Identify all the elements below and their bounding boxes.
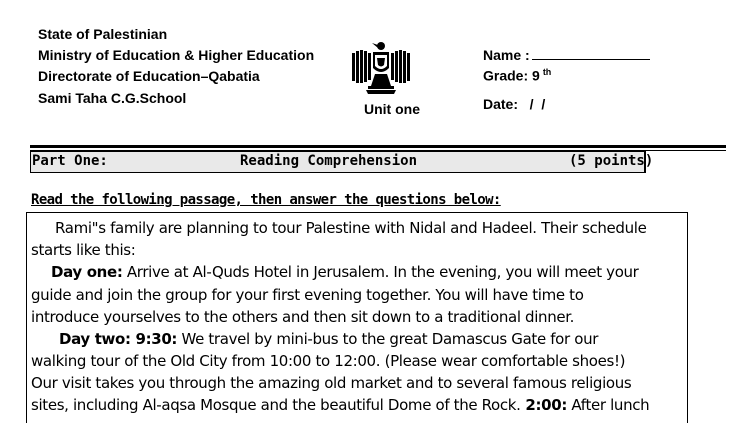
header-directorate: Directorate of Education–Qabatia — [38, 68, 260, 84]
grade-field — [483, 67, 551, 84]
header-school: Sami Taha C.G.School — [38, 90, 187, 106]
day-two-text: We travel by mini-bus to the great Damascus Gate for our — [177, 330, 599, 348]
passage-line-5: introduce yourselves to the others and then sit down to a traditional dinner. — [31, 308, 575, 326]
passage-line-7: walking tour of the Old City from 10:00 to 12:00. (Please wear comfortable shoes!) — [31, 352, 626, 370]
passage-line-1: Rami"s family are planning to tour Palestine with Nidal and Hadeel. Their schedule — [55, 219, 647, 237]
grade-label: Grade: 9 — [483, 67, 540, 84]
passage-line-8: Our visit takes you through the amazing old market and to several famous religious — [31, 374, 632, 392]
passage-box — [26, 212, 688, 423]
time-label: 2:00: — [520, 396, 567, 414]
header-divider-thick — [30, 145, 726, 148]
passage-line-9 — [31, 394, 649, 416]
palestine-eagle-emblem-icon — [348, 40, 414, 96]
passage-line-6 — [59, 328, 598, 350]
passage-line-4: guide and join the group for your first evening together. You will have time to — [31, 286, 584, 304]
day-one-text: Arrive at Al-Quds Hotel in Jerusalem. In the evening, you will meet your — [122, 263, 639, 281]
passage-line-2: starts like this: — [31, 241, 136, 259]
name-field — [483, 47, 650, 63]
day-one-label: Day one: — [51, 263, 123, 281]
part-title: Reading Comprehension — [240, 153, 418, 169]
date-field: Date: / / — [483, 96, 546, 112]
passage-line-9-start: sites, including Al-aqsa Mosque and the beautiful Dome of the Rock. — [31, 396, 521, 414]
passage-line-9-end: After lunch — [566, 396, 650, 414]
name-label: Name : — [483, 47, 530, 63]
part-heading-box — [30, 151, 654, 173]
part-points: (5 points) — [569, 153, 654, 169]
day-two-label: Day two: 9:30: — [59, 330, 178, 348]
unit-label: Unit one — [364, 101, 420, 117]
part-label: Part One: — [32, 153, 108, 169]
header-ministry: Ministry of Education & Higher Education — [38, 47, 315, 63]
passage-line-3 — [51, 261, 639, 283]
name-blank[interactable] — [532, 47, 650, 60]
instruction-text: Read the following passage, then answer the questions below: — [31, 192, 501, 208]
grade-superscript: th — [542, 67, 552, 77]
header-state: State of Palestinian — [38, 26, 168, 42]
